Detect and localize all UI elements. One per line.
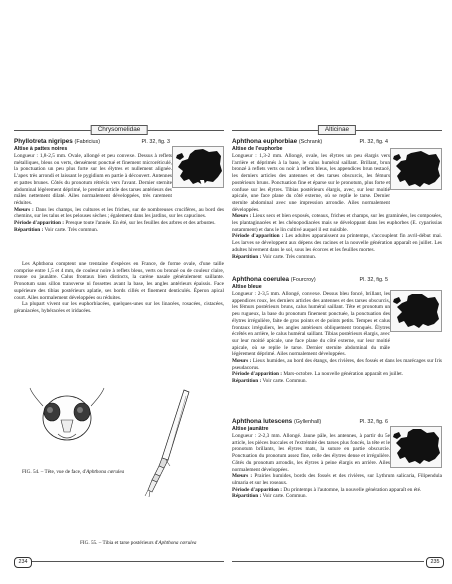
periode-label: Période d'apparition : xyxy=(232,233,284,240)
moeurs-paragraph xyxy=(232,213,442,233)
figure-55-taxon: Aphthona cœrulea xyxy=(158,540,197,546)
genus-paragraph-2: La plupart vivent sur les euphorbiacées, quelques-unes sur les linacées, rosacées, cistacées, géraniacées, hybéracées et iridacées. xyxy=(14,301,224,314)
vernacular-name: Altise à pattes noires xyxy=(14,146,68,152)
repartition-paragraph xyxy=(232,254,442,261)
description-paragraph: Longueur : 1,3-2 mm. Allongé, ovale, les élytres un peu élargis vers l'arrière et déprimés à la base, le calus huméral saillant. Brillant, brun bronzé à reflets verts ou noir à reflets bleus, les appendices brun testacé, les derniers articles des antennes et des tarses obscurcis, les fémurs postérieurs bruns. Ponctuation fine et éparse sur le pronotum, plus forte et confuse sur les élytres. Tibias postérieurs élargis, avec, sur leur moitié apicale, une face plane du côté externe, où se replie le tarse. Dernier sternite abdominal avec une impression arrondie. Ailes normalement développées. xyxy=(232,153,390,213)
europe-map-icon xyxy=(173,147,223,187)
periode-paragraph xyxy=(232,487,442,494)
right-page xyxy=(232,0,442,584)
family-header-bar xyxy=(14,126,224,134)
moeurs-paragraph xyxy=(232,358,442,371)
repartition-label: Répartition : xyxy=(14,226,44,233)
europe-map-icon xyxy=(391,427,441,467)
genus-paragraph-1: Les Aphthona comptent une trentaine d'espèces en France, de forme ovale, d'une taille comprise entre 1,5 et 4 mm, de couleur noire à reflets bleus, verts ou bronzé ou de couleur claire, rousse ou jaunâtre. Calus frontaux bien distincts, la carène nasale généralement saillante. Pronotum sans sillon transverse ni fossettes avant la base, les angles antérieurs épaissis. Face supérieure des tibias postérieurs aplatie, ses bords cillés et finement denticulés. Éperon apical court. Ailes normalement développées ou réduites. xyxy=(14,261,224,301)
species-author: (Fabricius) xyxy=(74,139,101,145)
figure-54-caption xyxy=(22,469,124,476)
plate-reference: Pl. 32, fig. 4 xyxy=(359,139,388,145)
species-title xyxy=(232,138,442,146)
species-name: Phyllotreta nigripes xyxy=(14,138,73,145)
family-header-tab: Chrysomelidae xyxy=(91,125,148,135)
description-paragraph: Longueur : 2-3,5 mm. Allongé, convexe. Dessus bleu foncé, brillant, les appendices roux, les derniers articles des antennes et des tarses obscurcis, les fémurs postérieurs bruns, calus huméral saillant. Tête et pronotum un peu rugueux, la base du pronotum finement ponctuée, la ponctuation des élytres irrégulière, faite de gros points et de points petits. Tempes et calus frontaux irréguliers, les angles antérieurs obliquement tronqués. Élytres écrêtés en arrière, le calus huméral saillant. Tibias postérieurs élargis, avec sur leur moitié apicale, une face plane du côté externe, sur leur moitié apicale, où se replie le tarse. Dernier sternite abdominal du mâle légèrement déprimé. Ailes normalement développées. xyxy=(232,291,391,358)
distribution-map xyxy=(390,148,442,190)
species-name: Aphthona coerulea xyxy=(232,276,290,283)
repartition-paragraph xyxy=(232,378,442,385)
figure-55-tibia xyxy=(132,386,192,503)
figure-55-caption-text: FIG. 55. – Tibia et tarse postérieurs d' xyxy=(80,540,159,546)
moeurs-label: Mœurs : xyxy=(14,206,34,213)
moeurs-label: Mœurs : xyxy=(232,213,252,220)
bottom-rule-right xyxy=(232,561,424,562)
figure-54-taxon: Aphthona cœrulea xyxy=(86,469,125,475)
repartition-label: Répartition : xyxy=(232,378,262,385)
repartition-text: Voir carte. Commun. xyxy=(262,378,307,385)
vernacular-name: Altise de l'euphorbe xyxy=(232,146,283,152)
plate-reference: Pl. 32, fig. 3 xyxy=(141,139,170,145)
repartition-text: Voir carte. Commun. xyxy=(262,493,307,500)
periode-text: Presque toute l'année. En été, sur les feuilles des arbres et des arbustes. xyxy=(65,220,216,227)
moeurs-label: Mœurs : xyxy=(232,473,253,480)
moeurs-paragraph xyxy=(232,473,442,486)
moeurs-text: Dans les champs, les cultures et les friches, sur de nombreuses crucifères, au bord des chemins, sur les talus et les pelouses sèches ; également dans les jardins, sur les capucines. xyxy=(14,206,224,220)
species-author: (Fourcroy) xyxy=(290,277,316,283)
periode-text: Du printemps à l'automne, la nouvelle génération apparaît en été. xyxy=(283,486,422,493)
periode-paragraph xyxy=(232,371,442,378)
periode-label: Période d'apparition : xyxy=(14,220,65,227)
distribution-map xyxy=(172,146,224,188)
vernacular-name: Altise bleue xyxy=(232,284,262,290)
description-paragraph: Longueur : 1,8-2,5 mm. Ovale, allongé et peu convexe. Dessus à reflets métalliques, bleus ou verts, densément ponctué et finement microréticulé, la ponctuation un peu plus forte sur les élytres et nullement alignée. L'apex très arrondi et laissant le pygidium en partie à découvert. Antennes et pattes brunes. Côtés du pronotum rétrécis vers l'avant. Dernier sternite abdominal légèrement déprimé, le premier article des tarses antérieurs des mâles nettement dilaté. Ailes normalement développées, très rarement réduites. xyxy=(14,153,172,206)
species-entry-aphthona-coerulea xyxy=(232,276,442,385)
species-entry-aphthona-euphorbiae xyxy=(232,138,442,260)
family-header-bar xyxy=(232,126,442,134)
family-header-tab: Alticinae xyxy=(318,125,356,135)
bottom-rule-left xyxy=(32,561,224,562)
species-entry-aphthona-lutescens xyxy=(232,418,442,500)
plate-reference: Pl. 32, fig. 5 xyxy=(359,277,388,283)
species-author: (Gyllenhall) xyxy=(293,419,322,425)
periode-text: Mars-octobre. La nouvelle génération apparaît en juillet. xyxy=(283,371,404,378)
beetle-head-illustration xyxy=(28,386,106,448)
species-name: Aphthona euphorbiae xyxy=(232,138,298,145)
moeurs-label: Mœurs : xyxy=(232,358,252,365)
repartition-paragraph xyxy=(14,227,224,234)
plate-reference: Pl. 32, fig. 6 xyxy=(359,419,388,425)
aphthona-genus-intro xyxy=(14,261,224,315)
moeurs-text: Lieux humides, au bord des étangs, des rivières, des fossés et dans les marécages sur Iris pseudacorus. xyxy=(232,358,442,371)
species-entry-phyllotreta-nigripes xyxy=(14,138,224,233)
description-paragraph: Longueur : 2-2,3 mm. Allongé. Jaune pâle, les antennes, à partir du 5e article, les pièces buccales et l'extrémité des tarses plus foncés, la tête et le pronotum brillants, les élytres mats, la suture en partie obscurcie. Ponctuation du pronotum assez fine, celle des élytres dense et irrégulière. Côtés du pronotum arrondis, les élytres à peine élargis en arrière. Ailes normalement développées. xyxy=(232,433,390,473)
moeurs-text: Prairies humides, bords des fossés et des rivières, sur Lythrum salicaria, Filipendula ulmaria et sur les roseaux. xyxy=(232,473,442,486)
species-name: Aphthona lutescens xyxy=(232,418,293,425)
repartition-text: Voir carte. Très commun. xyxy=(262,253,317,260)
figure-54-caption-text: FIG. 54. – Tête, vue de face, d' xyxy=(22,469,87,475)
periode-label: Période d'apparition : xyxy=(232,371,283,378)
left-page xyxy=(14,0,224,584)
tibia-tarsus-illustration xyxy=(132,386,192,498)
europe-map-icon xyxy=(391,291,441,331)
page-number-right: 235 xyxy=(426,557,444,568)
page-number-left: 234 xyxy=(14,557,32,568)
species-author: (Schrank) xyxy=(298,139,323,145)
repartition-text: Voir carte. Très commun. xyxy=(44,226,99,233)
periode-label: Période d'apparition : xyxy=(232,486,283,493)
figure-54-head xyxy=(28,386,106,453)
distribution-map xyxy=(390,426,442,468)
repartition-label: Répartition : xyxy=(232,493,262,500)
species-title xyxy=(232,276,442,284)
repartition-label: Répartition : xyxy=(232,253,262,260)
periode-paragraph xyxy=(232,233,442,253)
moeurs-text: Lieux secs et bien exposés, coteaux, friches et champs, sur les graminées, les composées, les plantaginacées et les chénopodiacées mais se développant dans les euphorbes (E. cyparissias notamment) et dans le lin cultivé auquel il est nuisible. xyxy=(232,213,442,233)
vernacular-name: Altise jaunâtre xyxy=(232,426,269,432)
figure-55-caption xyxy=(80,540,197,547)
periode-text: Les adultes apparaissent au printemps, s'accouplent fin avril-début mai. Les larves se développent aux dépens des racines et la nouvelle génération apparaît en juillet. Les adultes hivernent dans le sol, sous les écorces et les feuilles mortes. xyxy=(232,233,443,253)
europe-map-icon xyxy=(391,149,441,189)
distribution-map xyxy=(390,290,442,332)
repartition-paragraph xyxy=(232,493,442,500)
species-title xyxy=(232,418,442,426)
species-title xyxy=(14,138,224,146)
moeurs-paragraph xyxy=(14,207,224,220)
periode-paragraph xyxy=(14,220,224,227)
